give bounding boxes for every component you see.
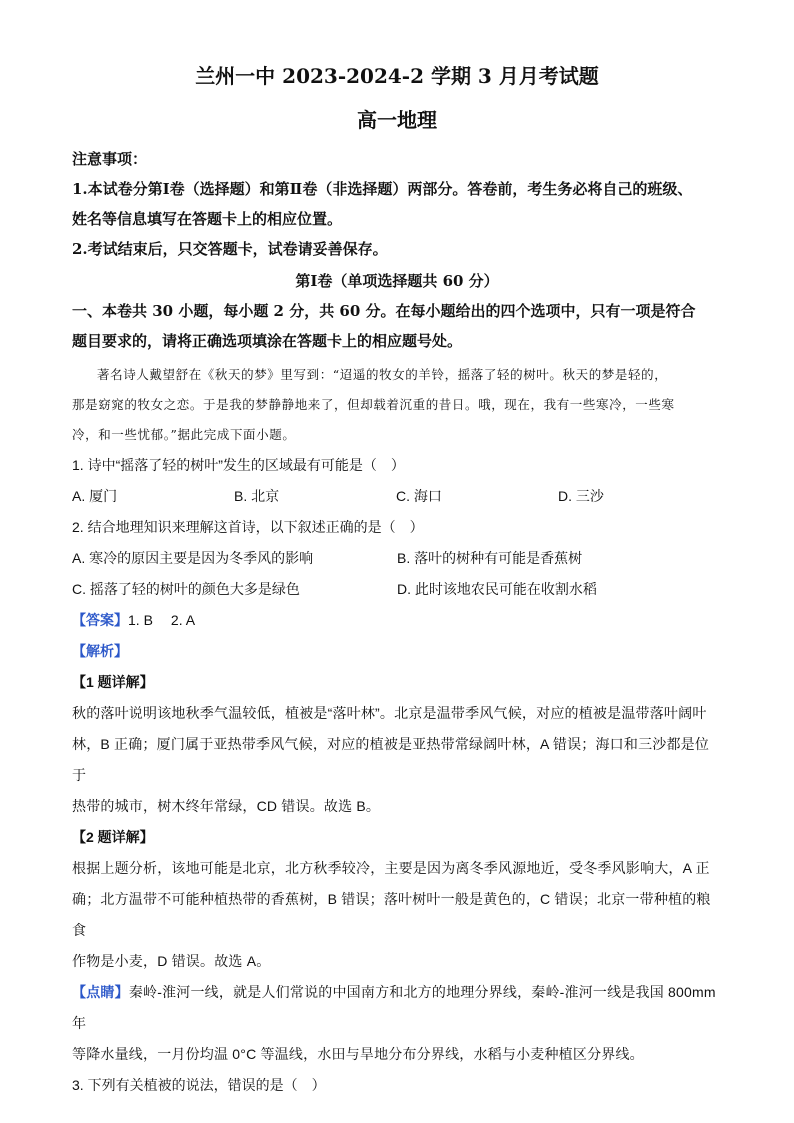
- exam-title: 兰州一中 2023-2024-2 学期 3 月月考试题: [195, 64, 599, 88]
- exam-subject: 高一地理: [357, 108, 437, 132]
- answer-2: 2. A: [170, 612, 196, 628]
- question-2-option-d: D. 此时该地农民可能在收割水稻: [397, 581, 597, 597]
- question-2-stem: 2. 结合地理知识来理解这首诗，以下叙述正确的是（ ）: [72, 519, 424, 535]
- passage: [72, 360, 722, 450]
- notice-item-1-line-1: 1.本试卷分第Ⅰ卷（选择题）和第Ⅱ卷（非选择题）两部分。答卷前，考生务必将自己的班级、: [72, 180, 693, 198]
- section-title: 第Ⅰ卷（单项选择题共 60 分）: [295, 272, 499, 290]
- answer-tag: 【答案】: [72, 612, 128, 628]
- question-3-stem: 3. 下列有关植被的说法，错误的是（ ）: [72, 1077, 326, 1093]
- exam-page: [72, 62, 722, 1101]
- passage-line-2: 那是窈窕的牧女之恋。于是我的梦静静地来了，但却载着沉重的昔日。哦，现在，我有一些寒冷，一些寒: [72, 397, 675, 412]
- question-2-option-b: B. 落叶的树种有可能是香蕉树: [397, 550, 583, 566]
- detail-1-line-3: 热带的城市，树木终年常绿，CD 错误。故选 B。: [72, 798, 381, 814]
- question-1-option-d: D. 三沙: [558, 488, 604, 504]
- detail-2-line-3: 作物是小麦，D 错误。故选 A。: [72, 953, 271, 969]
- passage-line-1: 著名诗人戴望舒在《秋天的梦》里写到：“迢遥的牧女的羊铃，摇落了轻的树叶。秋天的梦是轻的，: [97, 367, 668, 382]
- answer-line: [72, 605, 722, 636]
- answer-1: 1. B: [128, 612, 153, 628]
- tip-line-1: [72, 977, 722, 1039]
- detail-2-title: 【2 题详解】: [72, 829, 154, 845]
- detail-1-line-1: 秋的落叶说明该地秋季气温较低，植被是“落叶林”。北京是温带季风气候，对应的植被是温带落叶阔叶: [72, 705, 707, 721]
- question-1-options: [72, 481, 722, 512]
- passage-line-3: 冷，和一些忧郁。”据此完成下面小题。: [72, 427, 296, 442]
- detail-2-line-2: 确；北方温带不可能种植热带的香蕉树，B 错误；落叶树叶一般是黄色的，C 错误；北京一带种植的粮食: [72, 891, 711, 938]
- notice-item-2: 2.考试结束后，只交答题卡，试卷请妥善保存。: [72, 240, 388, 258]
- detail-1-line-2: 林，B 正确；厦门属于亚热带季风气候，对应的植被是亚热带常绿阔叶林，A 错误；海口和三沙都是位于: [72, 736, 710, 783]
- tip-text-1: 秦岭-淮河一线，就是人们常说的中国南方和北方的地理分界线，秦岭-淮河一线是我国 800mm 年: [72, 984, 716, 1031]
- analysis-tag: 【解析】: [72, 643, 128, 659]
- detail-2-line-1: 根据上题分析，该地可能是北京，北方秋季较冷，主要是因为离冬季风源地近，受冬季风影响大，A 正: [72, 860, 710, 876]
- tip-tag: 【点睛】: [72, 984, 129, 1000]
- question-1-option-b: B. 北京: [234, 488, 280, 504]
- question-2-options-row-2: [72, 574, 722, 605]
- question-2-option-a: A. 寒冷的原因主要是因为冬季风的影响: [72, 550, 314, 566]
- section-instruction-line-2: 题目要求的，请将正确选项填涂在答题卡上的相应题号处。: [72, 332, 463, 350]
- notice-label: 注意事项：: [72, 150, 148, 168]
- question-1-option-c: C. 海口: [396, 488, 442, 504]
- notice-item-1-line-2: 姓名等信息填写在答题卡上的相应位置。: [72, 210, 343, 228]
- question-1-stem: 1. 诗中“摇落了轻的树叶”发生的区域最有可能是（ ）: [72, 457, 405, 473]
- analysis-line: [72, 636, 722, 667]
- question-1-option-a: A. 厦门: [72, 488, 118, 504]
- detail-1-title: 【1 题详解】: [72, 674, 154, 690]
- tip-line-2: 等降水量线，一月份均温 0°C 等温线，水田与旱地分布分界线，水稻与小麦种植区分界线。: [72, 1046, 644, 1062]
- section-instruction-line-1: 一、本卷共 30 小题，每小题 2 分，共 60 分。在每小题给出的四个选项中，只有一项是符合: [72, 302, 696, 320]
- question-2-option-c: C. 摇落了轻的树叶的颜色大多是绿色: [72, 581, 300, 597]
- question-2-options-row-1: [72, 543, 722, 574]
